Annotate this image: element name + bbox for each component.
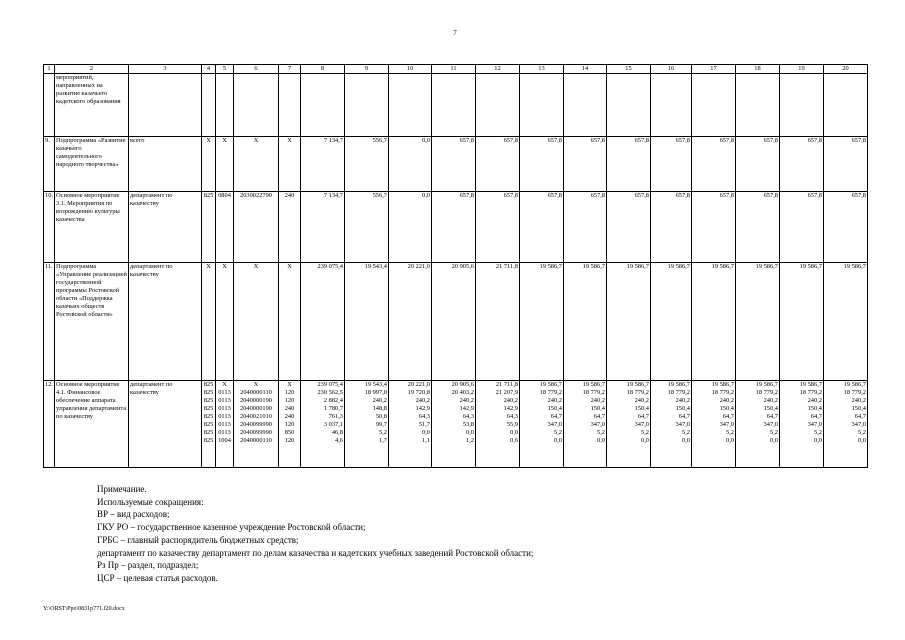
value-cell-line: 239 075,4 [317,381,343,388]
csr-cell-line: 2040000190 [240,397,272,404]
value-cell-line: 240,2 [547,397,562,404]
value-cell: 657,8 [607,192,651,263]
value-cell-line: 347,0 [547,421,562,428]
value-cell: 7 134,7 [301,137,345,192]
value-cell-line: 20 221,0 [407,381,430,388]
value-cell: 19 586,7 [736,263,780,381]
value-cell-line: 19 543,4 [364,381,387,388]
rzpr-cell: X [216,137,234,192]
column-header-11: 11 [432,65,476,74]
value-cell: 657,8 [651,192,692,263]
value-cell-line: 64,7 [722,413,734,420]
header-row [44,65,868,74]
value-cell-line: 18 779,2 [667,389,690,396]
value-cell: 556,7 [345,137,389,192]
row-number: 11. [44,263,55,381]
value-cell-line: 240,2 [459,397,474,404]
value-cell-line: 64,7 [550,413,562,420]
column-header-14: 14 [564,65,607,74]
value-cell-line: 5,2 [379,429,387,436]
vr-cell-line: 120 [284,397,295,404]
value-cell-line: 142,9 [503,405,518,412]
value-cell-line: 5,2 [641,429,649,436]
value-cell-line: 240,2 [675,397,690,404]
csr-cell-line: 2040000190 [240,405,272,412]
value-cell: 19 586,7 [824,263,868,381]
value-cell-line: 19 586,7 [799,381,822,388]
value-cell [520,381,564,468]
value-cell: 657,8 [651,137,692,192]
value-cell-line: 347,0 [807,421,822,428]
row-executor: департамент по казачеству [129,381,202,468]
value-cell: 657,8 [476,192,520,263]
value-cell: 556,7 [345,192,389,263]
value-cell-line: 240,2 [634,397,649,404]
value-cell-line: 347,0 [590,421,605,428]
vr-cell [279,381,301,468]
rzpr-cell-line: 0113 [218,429,231,436]
value-cell-line: 150,4 [719,405,734,412]
value-cell: 657,8 [520,192,564,263]
row-name: Основное мероприятие 4.1. Финансовое обеспечение аппарата управления департамента по казачеству [55,381,129,468]
value-cell-line: 0,0 [510,429,518,436]
value-cell-line: 64,7 [593,413,605,420]
value-cell: 657,8 [564,137,607,192]
value-cell-line: 64,7 [810,413,822,420]
row-number: 9. [44,137,55,192]
value-cell-line: 5,2 [726,429,734,436]
csr-cell: X [234,263,279,381]
vr-cell-line: X [287,381,292,388]
rzpr-cell-line: 0113 [218,413,231,420]
value-cell: 657,8 [824,192,868,263]
vr-cell: 240 [279,192,301,263]
value-cell-line: 150,4 [851,405,866,412]
value-cell-line: 150,4 [590,405,605,412]
value-cell: 239 075,4 [301,263,345,381]
value-cell [301,381,345,468]
note-item-gku: ГКУ РО – государственное казенное учреждение Ростовской области; [97,522,366,533]
value-cell [607,381,651,468]
value-cell-line: 5,2 [554,429,562,436]
row-executor: департамент по казачеству [129,192,202,263]
value-cell-line: 19 586,7 [582,381,605,388]
grbs-cell-line: 825 [203,405,214,412]
value-cell-line: 0,0 [597,437,605,444]
row-number: 12. [44,381,55,468]
note-item-rzpr: Рз Пр – раздел, подраздел; [97,560,199,571]
value-cell-line: 19 586,7 [755,381,778,388]
rzpr-cell-line: 1004 [218,437,231,444]
value-cell-line: 64,3 [462,413,474,420]
value-cell-line: 55,9 [506,421,518,428]
vr-cell: X [279,137,301,192]
value-cell: 0,0 [389,192,432,263]
value-cell-line: 51,7 [418,421,430,428]
value-cell-line: 18 779,2 [711,389,734,396]
value-cell-line: 0,0 [422,429,430,436]
value-cell: 657,8 [432,137,476,192]
column-header-16: 16 [651,65,692,74]
column-header-9: 9 [345,65,389,74]
rzpr-cell-line: 0113 [218,421,231,428]
value-cell-line: 5,2 [770,429,778,436]
value-cell-line: 240,2 [851,397,866,404]
value-cell-line: 64,7 [637,413,649,420]
value-cell-line: 150,4 [763,405,778,412]
value-cell-line: 4,6 [335,437,343,444]
grbs-cell: 825 [202,192,216,263]
value-cell: 7 134,7 [301,192,345,263]
value-cell-line: 5,2 [858,429,866,436]
column-header-12: 12 [476,65,520,74]
value-cell-line: 240,2 [590,397,605,404]
value-cell: 657,8 [780,137,824,192]
grbs-cell-line: 825 [203,397,214,404]
rzpr-cell-line: 0113 [218,389,231,396]
vr-cell: X [279,263,301,381]
value-cell [564,381,607,468]
value-cell-line: 3 037,1 [323,421,343,428]
grbs-cell: X [202,263,216,381]
value-cell-line: 20 905,6 [451,381,474,388]
vr-cell-line: 850 [284,429,295,436]
value-cell-line: 0,0 [554,437,562,444]
value-cell-line: 18 779,2 [539,389,562,396]
column-header-5: 5 [216,65,234,74]
value-cell: 20 221,0 [389,263,432,381]
value-cell: 19 586,7 [520,263,564,381]
value-cell-line: 142,9 [459,405,474,412]
value-cell-line: 19 586,7 [539,381,562,388]
value-cell-line: 53,8 [462,421,474,428]
value-cell-line: 240,2 [415,397,430,404]
value-cell-line: 18 779,2 [626,389,649,396]
grbs-cell-line: 825 [203,381,214,388]
value-cell-line: 148,8 [372,405,387,412]
value-cell-line: 142,9 [415,405,430,412]
value-cell-line: 20 403,2 [451,389,474,396]
vr-cell-line: 240 [284,405,295,412]
value-cell-line: 0,0 [814,437,822,444]
csr-cell-line: 2040099990 [240,429,272,436]
grbs-cell-line: 825 [203,437,214,444]
value-cell-line: 19 586,7 [843,381,866,388]
value-cell: 657,8 [780,192,824,263]
rzpr-cell-line: 0113 [218,397,231,404]
rzpr-cell [216,381,234,468]
notes-subtitle: Используемые сокращения: [97,496,204,507]
value-cell-line: 18 779,2 [799,389,822,396]
grbs-cell [202,381,216,468]
value-cell [389,381,432,468]
value-cell-line: 99,7 [375,421,387,428]
value-cell-line: 64,7 [678,413,690,420]
value-cell-line: 761,3 [328,413,343,420]
note-item-department: департамент по казачеству департамент по делам казачества и кадетских учебных заведений Ростовской области; [97,547,534,558]
value-cell-line: 1,1 [422,437,430,444]
value-cell-line: 0,0 [466,429,474,436]
value-cell: 19 586,7 [692,263,736,381]
table-row-11 [44,263,868,381]
column-header-18: 18 [736,65,780,74]
csr-cell-line: 2040000110 [240,437,272,444]
value-cell: 657,8 [520,137,564,192]
vr-cell-line: 120 [284,389,295,396]
value-cell-line: 0,0 [858,437,866,444]
value-cell [345,381,389,468]
value-cell-line: 240,2 [503,397,518,404]
value-cell: 657,8 [736,192,780,263]
note-item-vr: ВР – вид расходов; [97,509,170,520]
column-header-8: 8 [301,65,345,74]
value-cell-line: 0,0 [726,437,734,444]
vr-cell-line: 240 [284,413,295,420]
row-executor: департамент по казачеству [129,263,202,381]
page-number: 7 [453,29,457,37]
value-cell-line: 150,4 [634,405,649,412]
value-cell-line: 1,2 [466,437,474,444]
value-cell-line: 5,2 [682,429,690,436]
rzpr-cell-line: 0113 [218,405,231,412]
column-header-3: 3 [129,65,202,74]
column-header-4: 4 [202,65,216,74]
value-cell: 0,0 [389,137,432,192]
value-cell [432,381,476,468]
value-cell-line: 347,0 [763,421,778,428]
value-cell-line: 0,0 [682,437,690,444]
rzpr-cell: 0804 [216,192,234,263]
value-cell-line: 347,0 [634,421,649,428]
row-executor: всего [129,137,202,192]
value-cell: 19 543,4 [345,263,389,381]
value-cell-line: 21 711,8 [495,381,518,388]
note-item-grbs: ГРБС – главный распорядитель бюджетных средств; [97,534,299,545]
value-cell-line: 347,0 [851,421,866,428]
grbs-cell-line: 825 [203,389,214,396]
table-row-12 [44,381,868,468]
value-cell-line: 21 207,9 [495,389,518,396]
column-header-19: 19 [780,65,824,74]
value-cell [651,381,692,468]
value-cell: 657,8 [736,137,780,192]
value-cell [476,381,520,468]
row-name: Подпрограмма «Развитие казачьего самодеятельного народного творчества» [55,137,129,192]
column-header-2: 2 [55,65,129,74]
value-cell [736,381,780,468]
value-cell-line: 50,8 [375,413,387,420]
value-cell: 657,8 [476,137,520,192]
value-cell-line: 18 997,0 [364,389,387,396]
value-cell: 21 711,8 [476,263,520,381]
vr-cell-line: 120 [284,421,295,428]
csr-cell: 2030022790 [234,192,279,263]
column-header-20: 20 [824,65,868,74]
grbs-cell: X [202,137,216,192]
value-cell-line: 240,2 [372,397,387,404]
value-cell-line: 0,0 [770,437,778,444]
note-item-csr: ЦСР – целевая статья расходов. [97,572,218,583]
column-header-6: 6 [234,65,279,74]
value-cell-line: 240,2 [763,397,778,404]
value-cell-line: 64,7 [854,413,866,420]
column-header-15: 15 [607,65,651,74]
value-cell-line: 19 586,7 [667,381,690,388]
value-cell: 19 586,7 [651,263,692,381]
table-row-10 [44,192,868,263]
csr-cell-line: X [253,381,259,388]
column-header-7: 7 [279,65,301,74]
rzpr-cell-line: X [222,381,227,388]
value-cell: 19 586,7 [564,263,607,381]
value-cell [692,381,736,468]
value-cell: 657,8 [692,192,736,263]
column-header-17: 17 [692,65,736,74]
rzpr-cell: X [216,263,234,381]
value-cell-line: 18 779,2 [843,389,866,396]
table-row-9 [44,137,868,192]
row-name: Подпрограмма «Управление реализацией государственной программы Ростовской области «Поддержка казачьих обществ Ростовской области» [55,263,129,381]
value-cell-line: 2 882,4 [323,397,343,404]
value-cell [824,381,868,468]
value-cell-line: 18 779,2 [755,389,778,396]
value-cell: 657,8 [824,137,868,192]
value-cell-line: 18 779,2 [582,389,605,396]
column-header-13: 13 [520,65,564,74]
csr-cell: X [234,137,279,192]
row-number: 10. [44,192,55,263]
value-cell [780,381,824,468]
value-cell-line: 5,2 [814,429,822,436]
value-cell-line: 19 586,7 [711,381,734,388]
value-cell: 19 586,7 [607,263,651,381]
value-cell-line: 150,4 [547,405,562,412]
value-cell-line: 0,0 [641,437,649,444]
value-cell: 657,8 [607,137,651,192]
column-header-10: 10 [389,65,432,74]
csr-cell-line: 2040021010 [240,413,272,420]
value-cell-line: 230 562,5 [317,389,343,396]
value-cell-line: 19 720,8 [407,389,430,396]
value-cell: 657,8 [564,192,607,263]
value-cell-line: 64,3 [418,413,430,420]
value-cell-line: 150,4 [675,405,690,412]
file-path-footer: Y:\ORST\Ppo\0831p771.f20.docx [43,606,125,612]
column-header-1: 1 [44,65,55,74]
value-cell-line: 19 586,7 [626,381,649,388]
grbs-cell-line: 825 [203,429,214,436]
vr-cell-line: 120 [284,437,295,444]
notes-title: Примечание. [97,484,147,494]
value-cell: 20 905,6 [432,263,476,381]
value-cell-line: 1 780,7 [323,405,343,412]
value-cell-line: 150,4 [807,405,822,412]
value-cell-line: 64,3 [506,413,518,420]
grbs-cell-line: 825 [203,421,214,428]
grbs-cell-line: 825 [203,413,214,420]
csr-cell [234,381,279,468]
csr-cell-line: 2040000110 [240,389,272,396]
value-cell-line: 1,7 [379,437,387,444]
value-cell-line: 240,2 [807,397,822,404]
row-name: мероприятий, направленных на развитие казачьего кадетского образования [55,74,129,137]
value-cell: 19 586,7 [780,263,824,381]
table-row-continuation [44,74,868,137]
value-cell-line: 347,0 [675,421,690,428]
value-cell: 657,8 [432,192,476,263]
row-name: Основное мероприятие 3.1. Мероприятия по возрождению культуры казачества [55,192,129,263]
value-cell-line: 46,8 [331,429,343,436]
budget-table [43,64,868,468]
value-cell-line: 240,2 [719,397,734,404]
value-cell: 657,8 [692,137,736,192]
notes-block [97,483,533,585]
value-cell-line: 0,6 [510,437,518,444]
value-cell-line: 5,2 [597,429,605,436]
value-cell-line: 347,0 [719,421,734,428]
value-cell-line: 64,7 [766,413,778,420]
csr-cell-line: 2040099990 [240,421,272,428]
